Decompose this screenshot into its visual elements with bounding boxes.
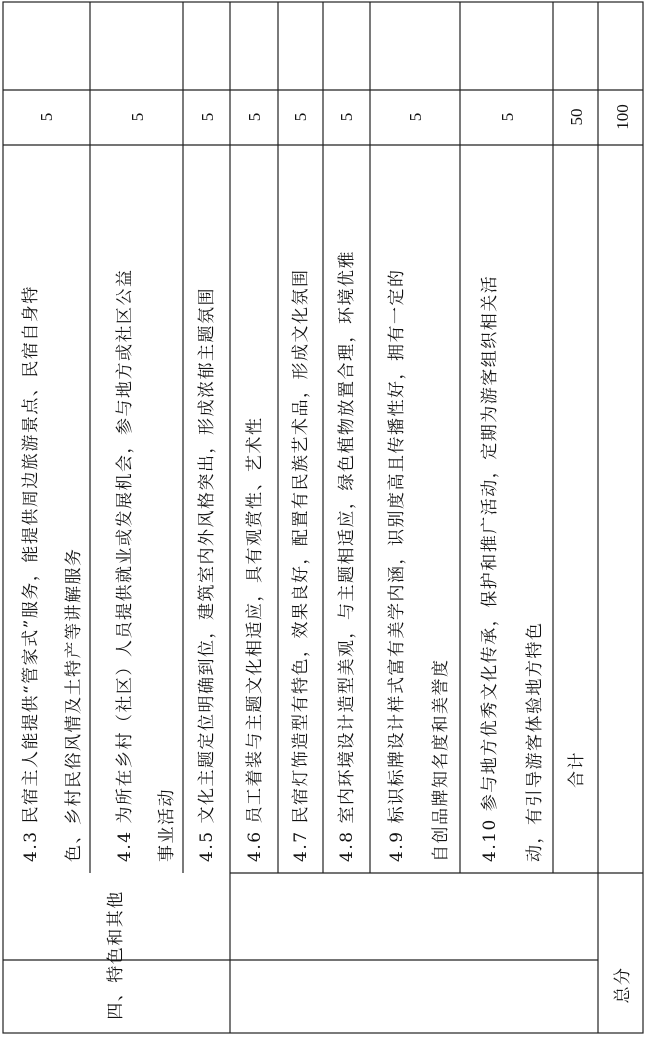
- item-text-line: 4.4 为所在乡村（社区）人员提供就业或发展机会，参与地方或社区公益: [115, 268, 135, 862]
- score-value: 5: [498, 112, 517, 122]
- item-text-line: 4.6 员工着装与主题文化相适应，具有观赏性、艺术性: [245, 416, 265, 862]
- item-text-line: 4.8 室内环境设计造型美观，与主题相适应，绿色植物放置合理，环境优雅: [337, 250, 357, 862]
- score-value: 5: [291, 112, 310, 122]
- table-row-4-4: [115, 113, 177, 862]
- item-text-line: 动，有引导游客体验地方特色: [525, 621, 545, 862]
- table-row-4-8: [337, 113, 357, 862]
- item-text-line: 4.3 民宿主人能提供“管家式”服务，能提供周边旅游景点、民宿自身特: [21, 285, 41, 862]
- subtotal-label: 合计: [567, 751, 587, 788]
- score-value: 5: [406, 112, 425, 122]
- score-value: 5: [245, 112, 264, 122]
- category-label: 四、特色和其他: [106, 890, 126, 1020]
- item-text-line: 4.7 民宿灯饰造型有特色，效果良好，配置有民族艺术品，形成文化氛围: [291, 268, 311, 862]
- item-text-line: 4.5 文化主题定位明确到位，建筑室内外风格突出，形成浓郁主题氛围: [197, 287, 217, 862]
- subtotal-row: [567, 109, 587, 789]
- score-value: 5: [37, 112, 56, 122]
- table-row-4-6: [245, 113, 265, 862]
- table-row-4-10: [480, 113, 545, 862]
- item-text-line: 4.10 参与地方优秀文化传承，保护和推广活动，定期为游客组织相关活: [480, 274, 500, 862]
- table-row-4-3: [21, 113, 84, 862]
- table-row-4-7: [291, 113, 311, 862]
- subtotal-score: 50: [567, 108, 586, 126]
- total-label: 总分: [613, 966, 633, 1004]
- item-text-line: 事业活动: [157, 788, 177, 862]
- total-score: 100: [613, 104, 632, 130]
- item-text-line: 自创品牌知名度和美誉度: [431, 658, 451, 862]
- score-value: 5: [337, 112, 356, 122]
- score-value: 5: [128, 112, 147, 122]
- total-row: [613, 104, 633, 1003]
- score-value: 5: [198, 112, 217, 122]
- item-text-line: 4.9 标识标牌设计样式富有美学内涵，识别度高且传播性好，拥有一定的: [387, 268, 407, 862]
- table-row-4-5: [197, 113, 217, 862]
- item-text-line: 色、乡村民俗风情及土特产等讲解服务: [64, 547, 84, 862]
- table-row-4-9: [386, 113, 451, 862]
